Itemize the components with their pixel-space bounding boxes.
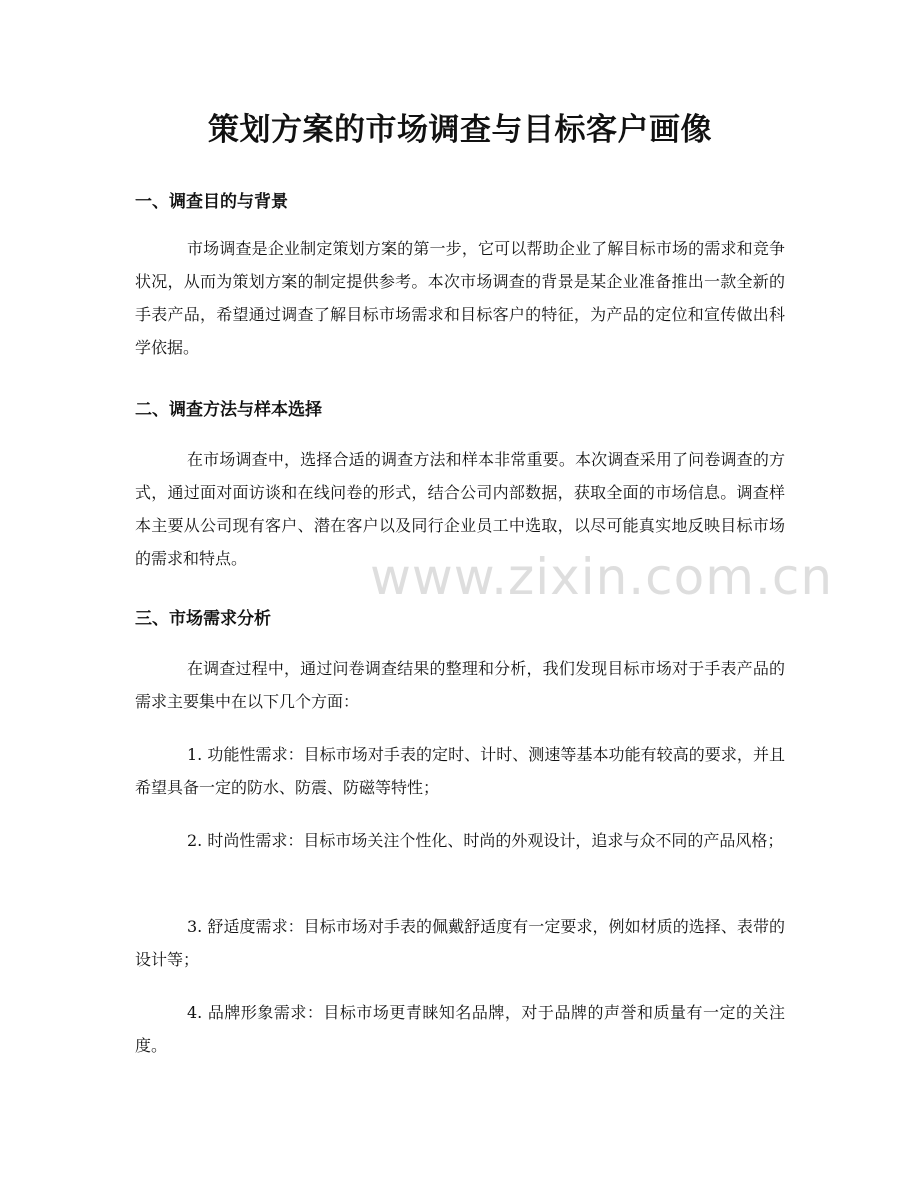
section-3-paragraph-1: 在调查过程中，通过问卷调查结果的整理和分析，我们发现目标市场对于手表产品的需求主要集中在以下几个方面： [135,659,785,711]
list-item-comfort-needs: 3. 舒适度需求：目标市场对手表的佩戴舒适度有一定要求，例如材质的选择、表带的设计等； [135,917,785,969]
list-item-brand-needs: 4. 品牌形象需求：目标市场更青睐知名品牌，对于品牌的声誉和质量有一定的关注度。 [135,1003,785,1055]
list-item-functional-needs: 1. 功能性需求：目标市场对手表的定时、计时、测速等基本功能有较高的要求，并且希望具备一定的防水、防震、防磁等特性； [135,745,785,797]
section-2-paragraph-1: 在市场调查中，选择合适的调查方法和样本非常重要。本次调查采用了问卷调查的方式，通过面对面访谈和在线问卷的形式，结合公司内部数据，获取全面的市场信息。调查样本主要从公司现有客户、潜在客户以及同行企业员工中选取，以尽可能真实地反映目标市场的需求和特点。 [135,450,785,568]
section-1-paragraph-1: 市场调查是企业制定策划方案的第一步，它可以帮助企业了解目标市场的需求和竞争状况，从而为策划方案的制定提供参考。本次市场调查的背景是某企业准备推出一款全新的手表产品，希望通过调查了解目标市场需求和目标客户的特征，为产品的定位和宣传做出科学依据。 [135,239,785,357]
document-title: 策划方案的市场调查与目标客户画像 [208,112,712,148]
watermark: www.zixin.com.cn [370,548,834,606]
section-heading-1: 一、调查目的与背景 [135,192,288,212]
list-item-fashion-needs: 2. 时尚性需求：目标市场关注个性化、时尚的外观设计，追求与众不同的产品风格； [187,831,784,850]
section-heading-2: 二、调查方法与样本选择 [135,400,322,420]
section-heading-3: 三、市场需求分析 [135,609,271,629]
